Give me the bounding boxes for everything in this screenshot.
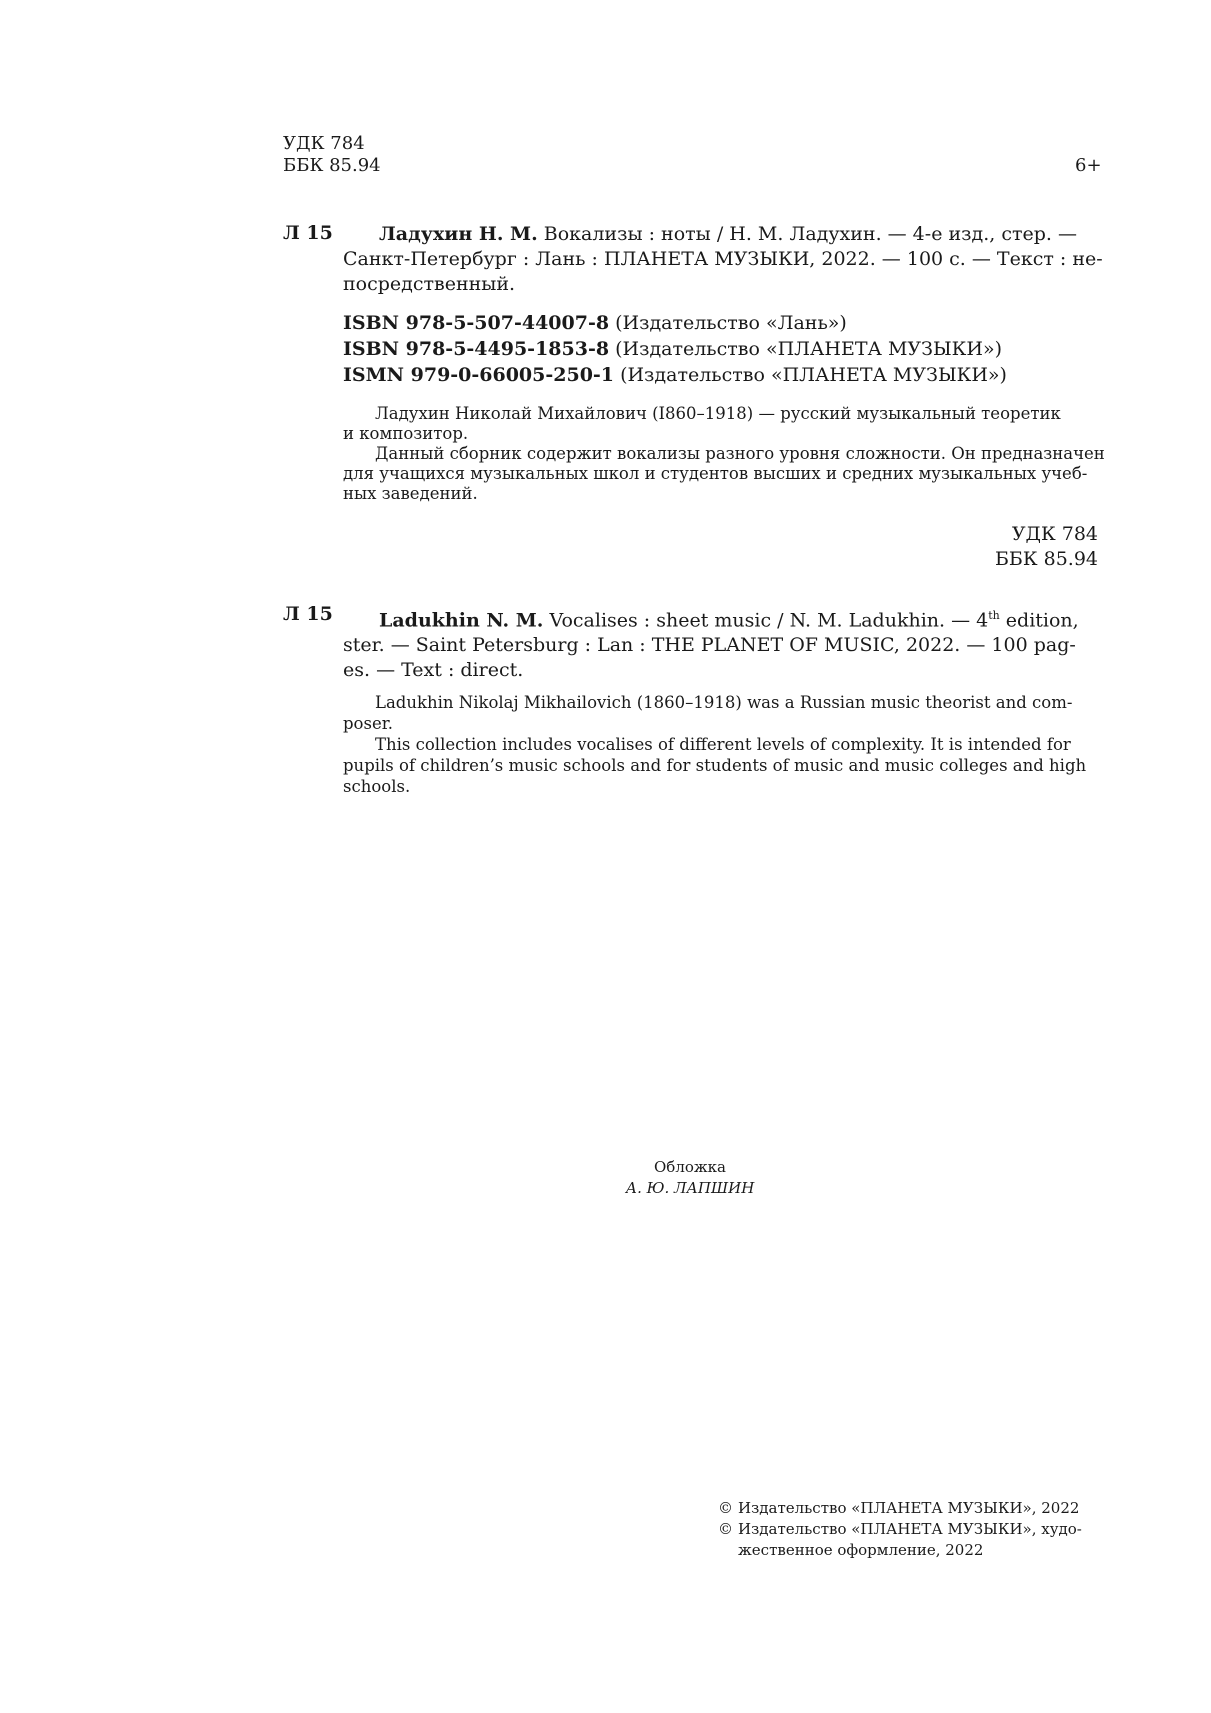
isbn-publisher: (Издательство «Лань») bbox=[609, 312, 847, 334]
cover-credit bbox=[540, 1157, 840, 1199]
header-udk: УДК 784 bbox=[283, 133, 365, 154]
cover-artist: А. Ю. ЛАПШИН bbox=[625, 1179, 755, 1197]
isbn-row bbox=[343, 310, 1007, 336]
cover-label: Обложка bbox=[653, 1158, 726, 1176]
copyright-text: Издательство «ПЛАНЕТА МУЗЫКИ», худо- bbox=[738, 1520, 1082, 1538]
en-abstract-line: pupils of children’s music schools and for students of music and music colleges and high bbox=[343, 756, 1087, 775]
isbn-number: ISBN 978-5-507-44007-8 bbox=[343, 312, 610, 334]
en-entry-code: Л 15 bbox=[283, 603, 333, 625]
en-citation bbox=[343, 603, 1098, 683]
copyright-line bbox=[718, 1498, 1103, 1519]
en-citation-line2: ster. — Saint Petersburg : Lan : THE PLANET OF MUSIC, 2022. — 100 pag- bbox=[343, 634, 1076, 657]
copyright-block bbox=[718, 1498, 1103, 1561]
en-abstract-line: schools. bbox=[343, 777, 411, 796]
ru-abstract-line: ных заведений. bbox=[343, 484, 478, 503]
copyright-line bbox=[718, 1519, 1103, 1540]
ru-abstract bbox=[343, 404, 1105, 504]
ismn-number: ISMN 979-0-66005-250-1 bbox=[343, 364, 615, 386]
isbn-block bbox=[343, 310, 1007, 388]
ru-citation-line3: посредственный. bbox=[343, 273, 516, 295]
en-abstract-line: Ladukhin Nikolaj Mikhailovich (1860–1918) was a Russian music theorist and com- bbox=[375, 693, 1073, 712]
ru-abstract-line: для учащихся музыкальных школ и студентов высших и средних музыкальных учеб- bbox=[343, 464, 1088, 483]
ru-classification bbox=[995, 522, 1098, 572]
copyright-symbol: © bbox=[718, 1520, 733, 1538]
isbn-publisher: (Издательство «ПЛАНЕТА МУЗЫКИ») bbox=[609, 338, 1002, 360]
en-citation-text: Vocalises : sheet music / N. M. Ladukhin. — 4 bbox=[543, 609, 989, 632]
ru-citation-line1 bbox=[343, 222, 1098, 247]
en-edition-sup: th bbox=[988, 609, 1000, 622]
en-abstract bbox=[343, 692, 1098, 797]
ismn-publisher: (Издательство «ПЛАНЕТА МУЗЫКИ») bbox=[614, 364, 1007, 386]
ru-bbk: ББК 85.94 bbox=[994, 548, 1098, 570]
header-bbk: ББК 85.94 bbox=[283, 155, 381, 176]
copyright-symbol: © bbox=[718, 1499, 733, 1517]
en-abstract-line: poser. bbox=[343, 714, 394, 733]
en-citation-line3: es. — Text : direct. bbox=[343, 659, 524, 682]
header-classification bbox=[283, 133, 381, 177]
ru-citation-line2: Санкт-Петербург : Лань : ПЛАНЕТА МУЗЫКИ, 2022. — 100 с. — Текст : не- bbox=[343, 248, 1103, 270]
ru-citation-text: Вокализы : ноты / Н. М. Ладухин. — 4-е изд., стер. — bbox=[537, 223, 1077, 245]
en-citation-line1 bbox=[343, 603, 1098, 633]
copyright-text: жественное оформление, 2022 bbox=[738, 1541, 984, 1559]
age-rating: 6+ bbox=[1075, 155, 1102, 176]
ismn-row bbox=[343, 362, 1007, 388]
en-citation-end: edition, bbox=[999, 609, 1079, 632]
en-author: Ladukhin N. M. bbox=[379, 609, 544, 632]
isbn-row bbox=[343, 336, 1007, 362]
ru-citation bbox=[343, 222, 1103, 297]
ru-udk: УДК 784 bbox=[1011, 523, 1098, 545]
ru-abstract-line: и композитор. bbox=[343, 424, 469, 443]
copyright-line bbox=[718, 1540, 1103, 1561]
en-abstract-line: This collection includes vocalises of different levels of complexity. It is intended for bbox=[375, 735, 1071, 754]
ru-abstract-line: Данный сборник содержит вокализы разного уровня сложности. Он предназначен bbox=[375, 444, 1105, 463]
ru-abstract-line: Ладухин Николай Михайлович (I860–1918) — русский музыкальный теоретик bbox=[375, 404, 1061, 423]
copyright-spacer bbox=[718, 1540, 738, 1561]
copyright-text: Издательство «ПЛАНЕТА МУЗЫКИ», 2022 bbox=[738, 1499, 1080, 1517]
ru-entry-code: Л 15 bbox=[283, 222, 333, 244]
isbn-number: ISBN 978-5-4495-1853-8 bbox=[343, 338, 610, 360]
ru-author: Ладухин Н. М. bbox=[379, 223, 538, 245]
